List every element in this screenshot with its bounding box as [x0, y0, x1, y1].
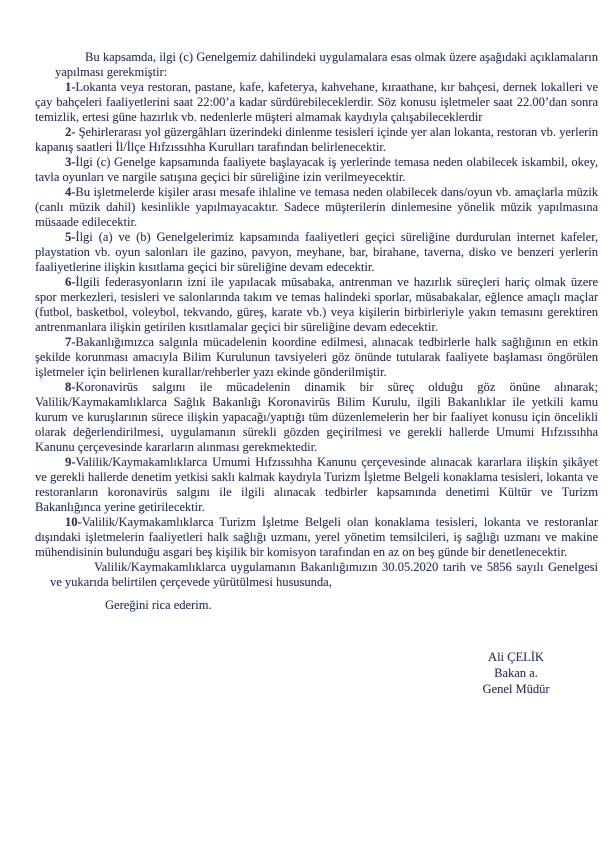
paragraph-item-9 — [35, 455, 598, 515]
item-number: 5- — [65, 230, 76, 244]
item-number: 3- — [65, 155, 76, 169]
paragraph-item-5 — [35, 230, 598, 275]
document-body — [35, 50, 598, 697]
item-number: 10- — [65, 515, 82, 529]
item-text: Lokanta veya restoran, pastane, kafe, kafeterya, kahvehane, kıraathane, kır bahçesi, dernek lokalleri ve çay bahçeleri faaliyetlerini saat 22:00’a kadar sürdürebileceklerdir. Söz konusu işletmeler saat 22.00’dan sonra temizlik, ertesi güne hazırlık vb. nedenlerle müşteri almamak kaydıyla çalışabileceklerdir — [35, 80, 598, 124]
item-number: 8- — [65, 380, 76, 394]
item-number: 9- — [65, 455, 76, 469]
intro-paragraph: Bu kapsamda, ilgi (c) Genelgemiz dahilindeki uygulamalara esas olmak üzere aşağıdaki açıklamaların yapılması gerekmiştir: — [55, 50, 598, 79]
item-text: Bakanlığımızca salgınla mücadelenin koordine edilmesi, alınacak tedbirlerle halk sağlığının en etkin şekilde korunması amacıyla Bilim Kurulunun tavsiyeleri göz önünde tutularak faaliyete başlaması öngörülen işletmeler için belirlenen kurallar/rehberler yazı ekinde gönderilmiştir. — [35, 335, 598, 379]
paragraph-item-4 — [35, 185, 598, 230]
paragraph-item-6 — [35, 275, 598, 335]
item-number: 2- — [65, 125, 76, 139]
item-text: Koronavirüs salgını ile mücadelenin dinamik bir süreç olduğu göz önüne alınarak; Valilik/Kaymakamlıklarca Sağlık Bakanlığı Koronavirüs Bilim Kurulu, ilgili Bakanlıklar ile yetkili kamu kurum ve kuruşlarının sürece ilişkin yapacağı/yaptığı tüm düzenlemelerin her bir faaliyet konusu için öncelikli olarak değerlendirilmesi, uygulamanın sürekli gözden geçirilmesi ve gerekli hallerde Umumi Hıfzıssıhha Kanunu çerçevesinde kararların alınması gerekmektedir. — [35, 380, 598, 454]
item-number: 6- — [65, 275, 76, 289]
item-text: Valilik/Kaymakamlıklarca Umumi Hıfzıssıhha Kanunu çerçevesinde alınacak kararlara ilişkin şikâyet ve gerekli hallerde denetim yetkisi saklı kalmak kaydıyla Turizm İşletme Belgeli konaklama tesisleri, lokanta ve restoranların koronavirüs salgını ile ilgili alınacak tedbirler kapsamında denetimi Kültür ve Turizm Bakanlığınca yerine getirilecektir. — [35, 455, 598, 514]
signatory-title: Genel Müdür — [482, 682, 550, 696]
paragraph-item-2 — [35, 125, 598, 155]
paragraph-item-10 — [35, 515, 598, 560]
item-text: İlgili federasyonların izni ile yapılacak müsabaka, antrenman ve hazırlık süreçleri hariç olmak üzere spor merkezleri, tesisleri ve salonlarında takım ve temas halindeki sporlar, müsabakalar, eğlence amaçlı maçlar (futbol, basketbol, voleybol, tekvando, güreş, karate vb.) veya kişilerin birbirleriyle yakın temasını gerektiren antrenmanlara ilişkin getirilen kısıtlamalar geçici bir süreliğine devam edecektir. — [35, 275, 598, 334]
salutation-line: Gereğini rica ederim. — [105, 598, 212, 612]
closing-paragraph: Valilik/Kaymakamlıklarca uygulamanın Bakanlığımızın 30.05.2020 tarih ve 5856 sayılı Genelgesi ve yukarıda belirtilen çerçevede yürütülmesi hususunda, — [50, 560, 598, 589]
signature-block — [453, 649, 579, 697]
item-number: 7- — [65, 335, 76, 349]
item-text: Valilik/Kaymakamlıklarca Turizm İşletme Belgeli olan konaklama tesisleri, lokanta ve restoranlar dışındaki işletmelerin faaliyetleri halk sağlığı uzmanı, yerel yönetim temsilcileri, iş sağlığı uzmanı ve makine mühendisinin bulunduğu asgari beş kişilik bir komisyon tarafından en az on beş günde bir denetlenecektir. — [35, 515, 598, 559]
item-number: 1- — [65, 80, 76, 94]
item-text: Bu işletmelerde kişiler arası mesafe ihlaline ve temasa neden olabilecek dans/oyun vb. amaçlarla müzik (canlı müzik dahil) kesinlikle yapılmayacaktır. Sadece müşterilerin dinlemesine yönelik müzik yapılmasına müsaade edilecektir. — [35, 185, 598, 229]
signatory-capacity: Bakan a. — [494, 666, 538, 680]
paragraph-item-1 — [35, 80, 598, 125]
item-number: 4- — [65, 185, 76, 199]
item-text: İlgi (c) Genelge kapsamında faaliyete başlayacak iş yerlerinde temasa neden olabilecek iskambil, okey, tavla oyunları ve nargile satışına geçici bir süreliğine izin verilmeyecektir. — [35, 155, 598, 184]
item-text: Şehirlerarası yol güzergâhları üzerindeki dinlenme tesisleri içinde yer alan lokanta, restoran vb. yerlerin kapanış saatleri İl/İlçe Hıfzıssıhha Kurulları tarafından belirlenecektir. — [35, 125, 598, 154]
paragraph-item-3 — [35, 155, 598, 185]
paragraph-item-8 — [35, 380, 598, 455]
item-text: İlgi (a) ve (b) Genelgelerimiz kapsamında faaliyetleri geçici süreliğine durdurulan internet kafeler, playstation vb. oyun salonları ile gazino, pavyon, meyhane, bar, birahane, taverna, disko ve benzeri yerlerin faaliyetlerine ilişkin kısıtlama geçici bir süreliğine devam edecektir. — [35, 230, 598, 274]
signatory-name: Ali ÇELİK — [488, 650, 544, 664]
paragraph-item-7 — [35, 335, 598, 380]
